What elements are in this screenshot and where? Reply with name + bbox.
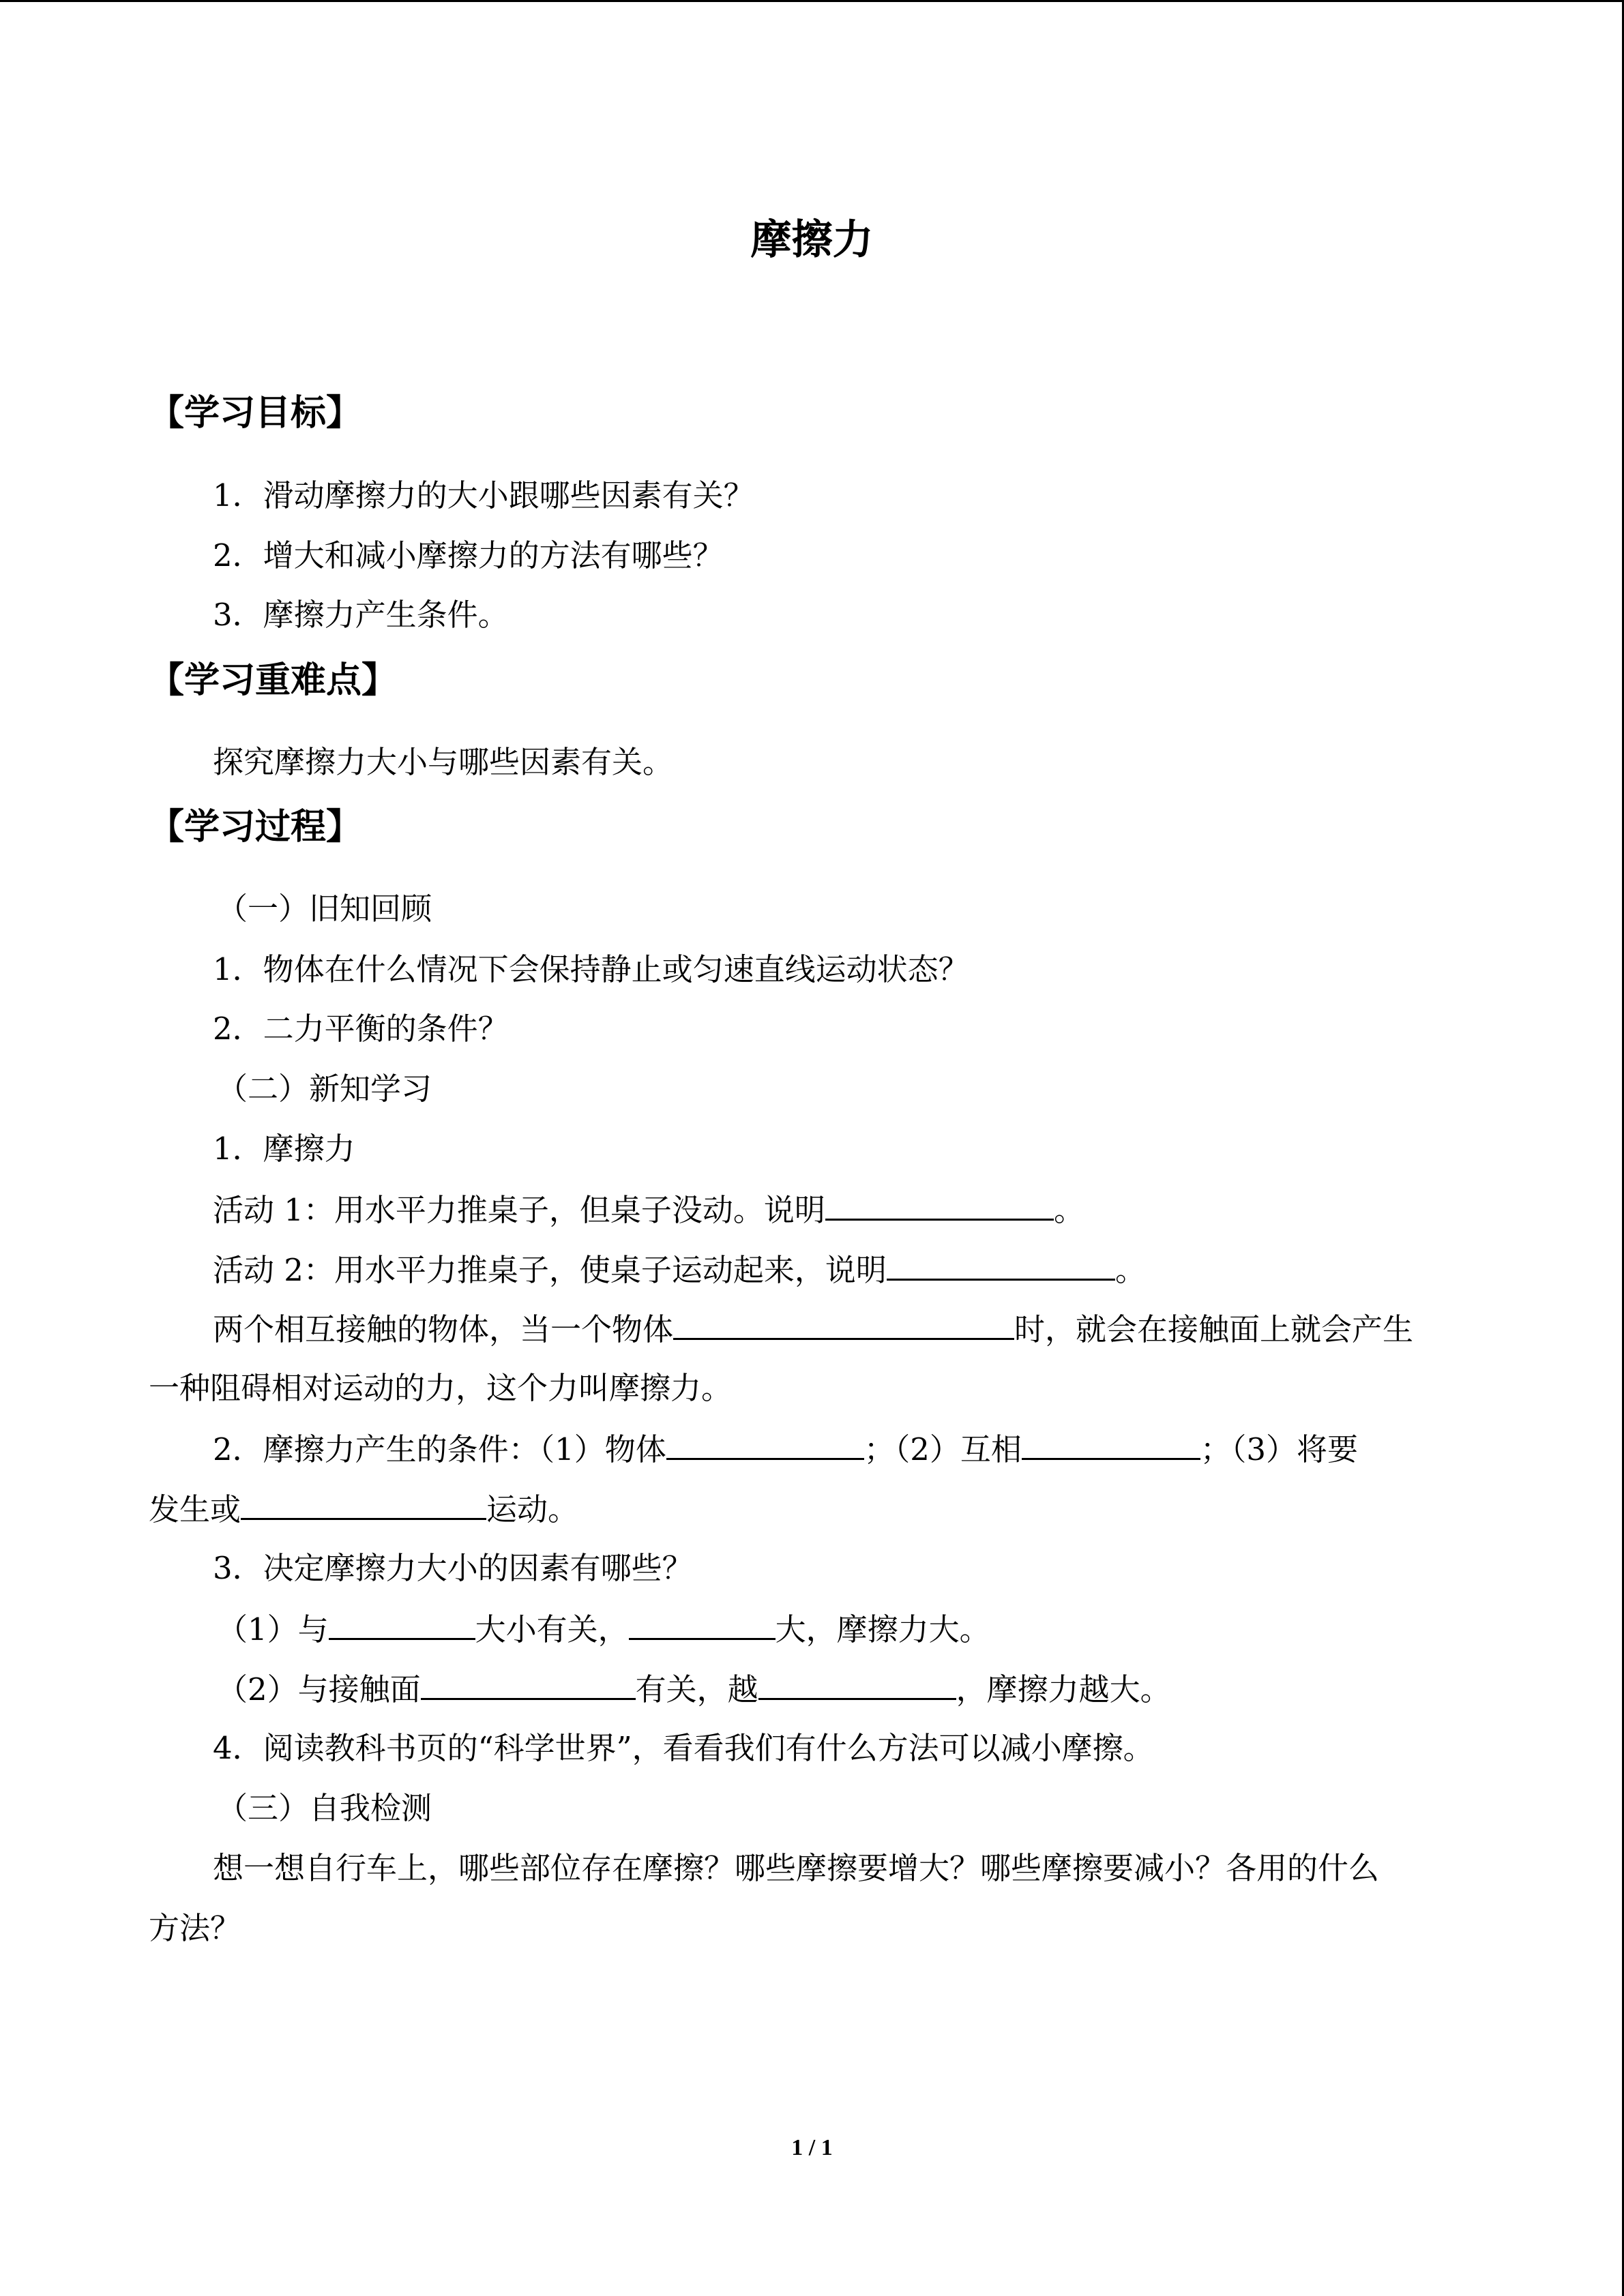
goal-item-2: 2．增大和减小摩擦力的方法有哪些？ [213, 537, 724, 573]
page-top-border [0, 0, 1624, 2]
section-heading-goals: 【学习目标】 [149, 393, 362, 434]
definition-blank[interactable] [673, 1308, 1014, 1340]
part1-question-1: 1．物体在什么情况下会保持静止或匀速直线运动状态？ [213, 951, 969, 987]
page-title: 摩擦力 [750, 216, 874, 264]
factors-question: 3．决定摩擦力大小的因素有哪些？ [213, 1550, 693, 1586]
definition-line-1 [213, 1308, 1413, 1350]
conditions-blank-2[interactable] [1022, 1428, 1200, 1460]
part2-item-1: 1．摩擦力 [213, 1131, 355, 1167]
self-test-line-1: 想一想自行车上，哪些部位存在摩擦？哪些摩擦要增大？哪些摩擦要减小？各用的什么 [213, 1850, 1380, 1886]
definition-text-b: 时，就会在接触面上就会产生 [1014, 1311, 1414, 1347]
activity-1-end: 。 [1053, 1192, 1084, 1228]
conditions-line-2 [149, 1488, 578, 1530]
activity-1-text: 活动 1：用水平力推桌子，但桌子没动。说明 [213, 1192, 825, 1228]
factor-1-line [217, 1608, 990, 1650]
goal-item-1: 1．滑动摩擦力的大小跟哪些因素有关？ [213, 477, 754, 513]
factor-1-text-b: 大小有关， [475, 1611, 629, 1648]
part2-title: （二）新知学习 [217, 1071, 432, 1107]
factor-2-text-a: （2）与接触面 [217, 1671, 421, 1708]
conditions-text-c: ；（3）将要 [1200, 1431, 1359, 1467]
definition-line-2: 一种阻碍相对运动的力，这个力叫摩擦力。 [149, 1370, 733, 1406]
activity-1-blank[interactable] [825, 1189, 1054, 1221]
activity-2-line [213, 1249, 1146, 1291]
factor-2-line [217, 1668, 1171, 1710]
factor-1-blank-1[interactable] [329, 1608, 475, 1640]
reading-task: 4．阅读教科书页的“科学世界”，看看我们有什么方法可以减小摩擦。 [213, 1730, 1154, 1766]
factor-1-blank-2[interactable] [629, 1608, 776, 1640]
part1-title: （一）旧知回顾 [217, 891, 432, 927]
goal-item-3: 3．摩擦力产生条件。 [213, 597, 509, 633]
conditions-line-1 [213, 1428, 1358, 1470]
definition-text-a: 两个相互接触的物体，当一个物体 [213, 1311, 674, 1347]
factor-2-blank-1[interactable] [421, 1668, 636, 1700]
activity-2-blank[interactable] [887, 1249, 1115, 1281]
factor-2-text-b: 有关，越 [635, 1671, 758, 1708]
section-heading-process: 【学习过程】 [149, 807, 362, 848]
factor-1-text-c: 大，摩擦力大。 [775, 1611, 990, 1648]
activity-1-line [213, 1189, 1084, 1231]
key-points-text: 探究摩擦力大小与哪些因素有关。 [213, 744, 674, 780]
conditions-blank-1[interactable] [666, 1428, 864, 1460]
conditions-text-a: 2．摩擦力产生的条件：（1）物体 [213, 1431, 666, 1467]
activity-2-end: 。 [1114, 1252, 1146, 1288]
conditions-text-b: ；（2）互相 [863, 1431, 1022, 1467]
conditions-blank-3[interactable] [241, 1488, 486, 1520]
part1-question-2: 2．二力平衡的条件？ [213, 1011, 509, 1047]
factor-1-text-a: （1）与 [217, 1611, 329, 1648]
page-number: 1 / 1 [791, 2135, 833, 2160]
conditions-text-e: 运动。 [486, 1491, 579, 1527]
activity-2-text: 活动 2：用水平力推桌子，使桌子运动起来，说明 [213, 1252, 887, 1288]
part3-title: （三）自我检测 [217, 1790, 432, 1826]
factor-2-text-c: ，摩擦力越大。 [956, 1671, 1171, 1708]
self-test-line-2: 方法？ [149, 1910, 241, 1946]
section-heading-key-points: 【学习重难点】 [149, 660, 398, 701]
factor-2-blank-2[interactable] [758, 1668, 956, 1700]
conditions-text-d: 发生或 [149, 1491, 241, 1527]
